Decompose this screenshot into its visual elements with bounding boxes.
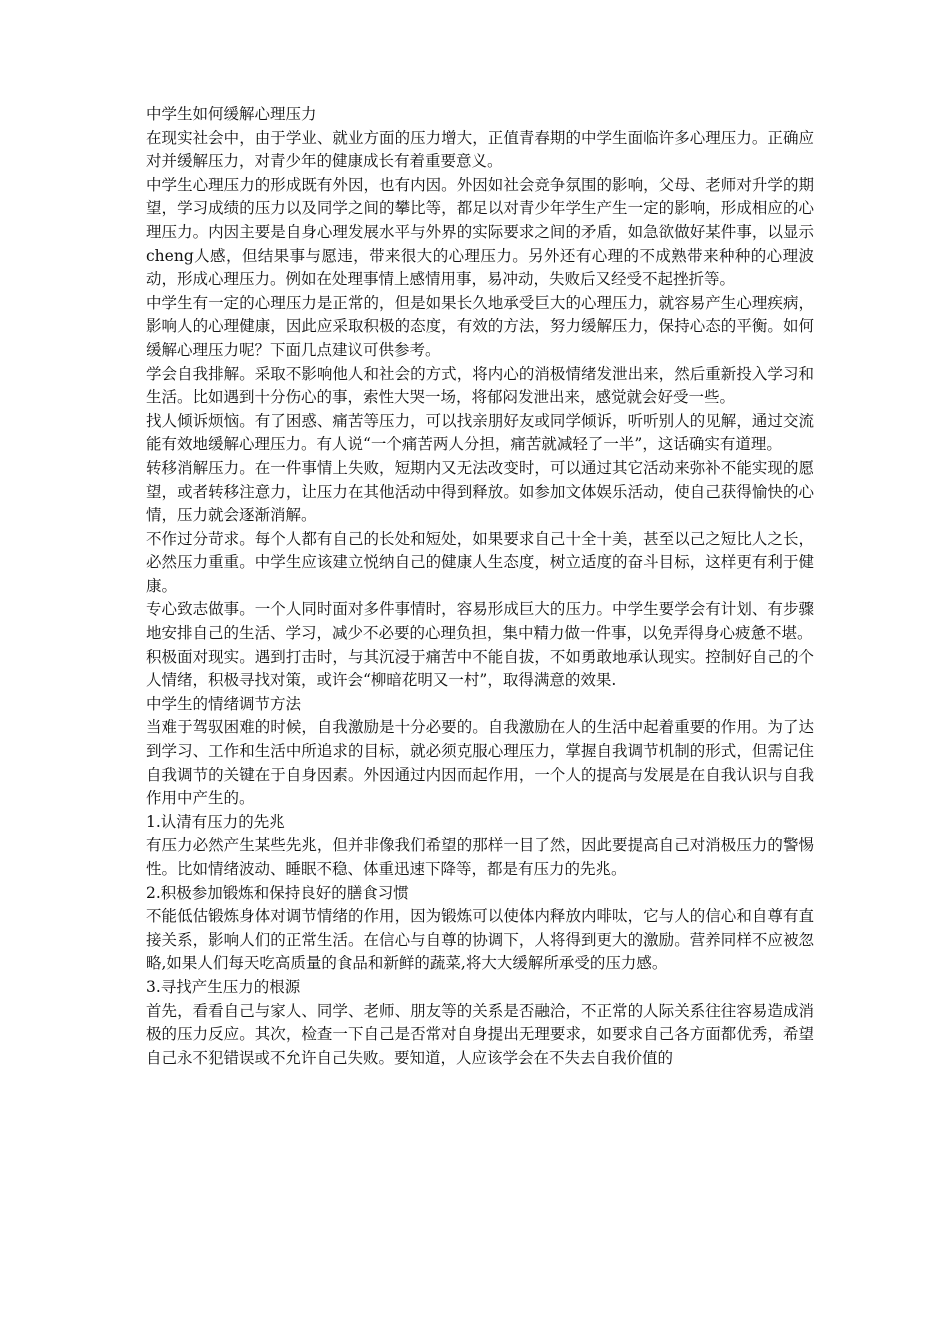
paragraph: 专心致志做事。一个人同时面对多件事情时，容易形成巨大的压力。中学生要学会有计划、有步骤地安排自己的生活、学习，减少不必要的心理负担，集中精力做一件事，以免弄得身心疲惫不堪。 [146, 600, 814, 643]
paragraph: 首先，看看自己与家人、同学、老师、朋友等的关系是否融洽，不正常的人际关系往往容易造成消极的压力反应。其次，检查一下自己是否常对自身提出无理要求，如要求自己各方面都优秀，希望自己永不犯错误或不允许自己失败。要知道，人应该学会在不失去自我价值的 [146, 1001, 814, 1067]
paragraph: 积极面对现实。遇到打击时，与其沉浸于痛苦中不能自拔，不如勇敢地承认现实。控制好自己的个人情绪，积极寻找对策，或许会“柳暗花明又一村”，取得满意的效果. [146, 647, 814, 690]
document-page [146, 103, 814, 1070]
paragraph: 当难于驾驭困难的时候，自我激励是十分必要的。自我激励在人的生活中起着重要的作用。为了达到学习、工作和生活中所追求的目标，就必须克服心理压力，掌握自我调节机制的形式，但需记住自我调节的关键在于自身因素。外因通过内因而起作用，一个人的提高与发展是在自我认识与自我作用中产生的。 [146, 718, 814, 808]
paragraph: 有压力必然产生某些先兆，但并非像我们希望的那样一目了然，因此要提高自己对消极压力的警惕性。比如情绪波动、睡眠不稳、体重迅速下降等，都是有压力的先兆。 [146, 836, 814, 878]
paragraph: 学会自我排解。采取不影响他人和社会的方式，将内心的消极情绪发泄出来，然后重新投入学习和生活。比如遇到十分伤心的事，索性大哭一场，将郁闷发泄出来，感觉就会好受一些。 [146, 364, 814, 407]
paragraph: 转移消解压力。在一件事情上失败，短期内又无法改变时，可以通过其它活动来弥补不能实现的愿望，或者转移注意力，让压力在其他活动中得到释放。如参加文体娱乐活动，使自己获得愉快的心情，压力就会逐渐消解。 [146, 458, 814, 525]
section-heading: 中学生的情绪调节方法 [146, 694, 302, 713]
paragraph: 中学生有一定的心理压力是正常的，但是如果长久地承受巨大的心理压力，就容易产生心理疾病，影响人的心理健康，因此应采取积极的态度，有效的方法，努力缓解压力，保持心态的平衡。如何缓解心理压力呢？下面几点建议可供参考。 [146, 293, 814, 359]
paragraph: 不作过分苛求。每个人都有自己的长处和短处，如果要求自己十全十美，甚至以己之短比人之长，必然压力重重。中学生应该建立悦纳自己的健康人生态度，树立适度的奋斗目标，这样更有利于健康。 [146, 529, 814, 595]
item-heading: 1.认清有压力的先兆 [146, 812, 285, 831]
paragraph: 中学生心理压力的形成既有外因，也有内因。外因如社会竞争氛围的影响，父母、老师对升学的期望，学习成绩的压力以及同学之间的攀比等，都足以对青少年学生产生一定的影响，形成相应的心理压力。内因主要是自身心理发展水平与外界的实际要求之间的矛盾，如急欲做好某件事，以显示cheng人感，但结果事与愿违，带来很大的心理压力。另外还有心理的不成熟带来种种的心理波动，形成心理压力。例如在处理事情上感情用事，易冲动，失败后又经受不起挫折等。 [146, 175, 814, 289]
item-heading: 2.积极参加锻炼和保持良好的膳食习惯 [146, 883, 409, 902]
paragraph: 找人倾诉烦恼。有了困惑、痛苦等压力，可以找亲朋好友或同学倾诉，听听别人的见解，通过交流能有效地缓解心理压力。有人说“一个痛苦两人分担，痛苦就减轻了一半”，这话确实有道理。 [146, 411, 814, 454]
paragraph: 不能低估锻炼身体对调节情绪的作用，因为锻炼可以使体内释放内啡呔，它与人的信心和自尊有直接关系，影响人们的正常生活。在信心与自尊的协调下，人将得到更大的激励。营养同样不应被忽略,如果人们每天吃高质量的食品和新鲜的蔬菜,将大大缓解所承受的压力感。 [146, 907, 814, 973]
document-title: 中学生如何缓解心理压力 [146, 105, 317, 123]
paragraph: 在现实社会中，由于学业、就业方面的压力增大，正值青春期的中学生面临许多心理压力。正确应对并缓解压力，对青少年的健康成长有着重要意义。 [146, 128, 814, 171]
item-heading: 3.寻找产生压力的根源 [146, 977, 301, 996]
